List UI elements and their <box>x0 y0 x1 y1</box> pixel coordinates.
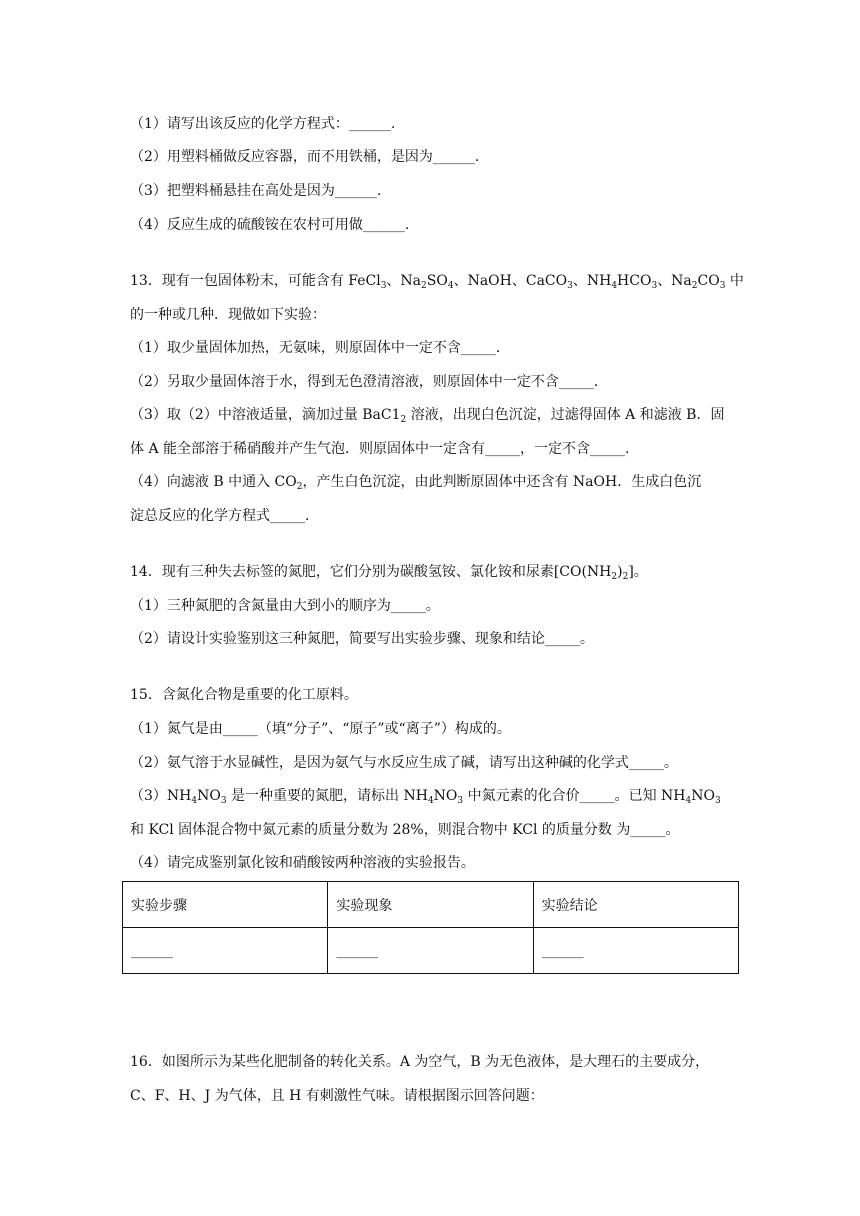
q16-stem-line-1: 16．如图所示为某些化肥制备的转化关系。A 为空气，B 为无色液体，是大理石的主要成分， <box>130 1054 710 1070</box>
table-header-row <box>123 882 739 928</box>
q12-part-3: （3）把塑料桶悬挂在高处是因为______. <box>130 183 382 199</box>
q15-stem: 15．含氮化合物是重要的化工原料。 <box>130 687 358 703</box>
answer-blank-conclusion: ______ <box>533 928 738 974</box>
q15-part-1: （1）氮气是由_____（填“分子”、“原子”或“离子”）构成的。 <box>130 721 511 737</box>
q16-stem-line-2: C、F、H、J 为气体，且 H 有刺激性气味。请根据图示回答问题： <box>130 1088 544 1104</box>
q15-part-4: （4）请完成鉴别氯化铵和硝酸铵两种溶液的实验报告。 <box>130 855 475 871</box>
q15-part-2: （2）氨气溶于水显碱性，是因为氨气与水反应生成了碱，请写出这种碱的化学式_____。 <box>130 755 678 771</box>
q13-stem-line-2: 的一种或几种．现做如下实验： <box>130 307 326 323</box>
q13-stem-line-1: 13．现有一包固体粉末，可能含有 FeCl$_3$、$Na_2SO_4$、NaOH、CaCO$_3$、$NH_4HCO_3$、$Na_2CO_3$ 中 <box>130 273 744 291</box>
header-cell-steps: 实验步骤 <box>123 882 328 928</box>
table-row <box>123 928 739 974</box>
experiment-report-table <box>122 881 739 974</box>
q13-part-3-line-2: 体 A 能全部溶于稀硝酸并产生气泡．则原固体中一定含有_____，一定不含_____． <box>130 441 640 457</box>
q12-part-2: （2）用塑料桶做反应容器，而不用铁桶，是因为______. <box>130 149 480 165</box>
q13-part-2: （2）另取少量固体溶于水，得到无色澄清溶液，则原固体中一定不含_____． <box>130 374 608 390</box>
answer-blank-steps: ______ <box>123 928 328 974</box>
q13-part-4-line-1: （4）向滤液 B 中通入 $CO_2$，产生白色沉淀，由此判断原固体中还含有 NaOH．生成白色沉 <box>130 474 702 492</box>
q13-part-3-line-1: （3）取（2）中溶液适量，滴加过量 $BaC1_2$ 溶液，出现白色沉淀，过滤得固体 A 和滤液 B．固 <box>130 407 725 425</box>
q12-part-4: （4）反应生成的硫酸铵在农村可用做______. <box>130 217 410 233</box>
header-cell-conclusion: 实验结论 <box>533 882 738 928</box>
q14-stem: 14．现有三种失去标签的氮肥，它们分别为碳酸氢铵、氯化铵和尿素$[CO(NH_2)_2]$。 <box>130 564 648 582</box>
q14-part-1: （1）三种氮肥的含氮量由大到小的顺序为_____。 <box>130 598 440 614</box>
header-cell-phenomena: 实验现象 <box>328 882 533 928</box>
q12-part-1: （1）请写出该反应的化学方程式：______. <box>130 116 396 132</box>
q15-part-3-line-2: 和 KCl 固体混合物中氮元素的质量分数为 28%，则混合物中 KCl 的质量分数 为_____。 <box>130 822 680 838</box>
q13-part-1: （1）取少量固体加热，无氨味，则原固体中一定不含_____． <box>130 340 510 356</box>
q14-part-2: （2）请设计实验鉴别这三种氮肥，简要写出实验步骤、现象和结论_____。 <box>130 631 594 647</box>
q15-part-3-line-1: $(3)NH_4NO_3$ 是一种重要的氮肥，请标出 $NH_4NO_3$ 中氮元素的化合价_____。已知 $NH_4NO_3$ <box>130 788 721 806</box>
answer-blank-phenomena: ______ <box>328 928 533 974</box>
q13-part-4-line-2: 淀总反应的化学方程式_____． <box>130 508 319 524</box>
